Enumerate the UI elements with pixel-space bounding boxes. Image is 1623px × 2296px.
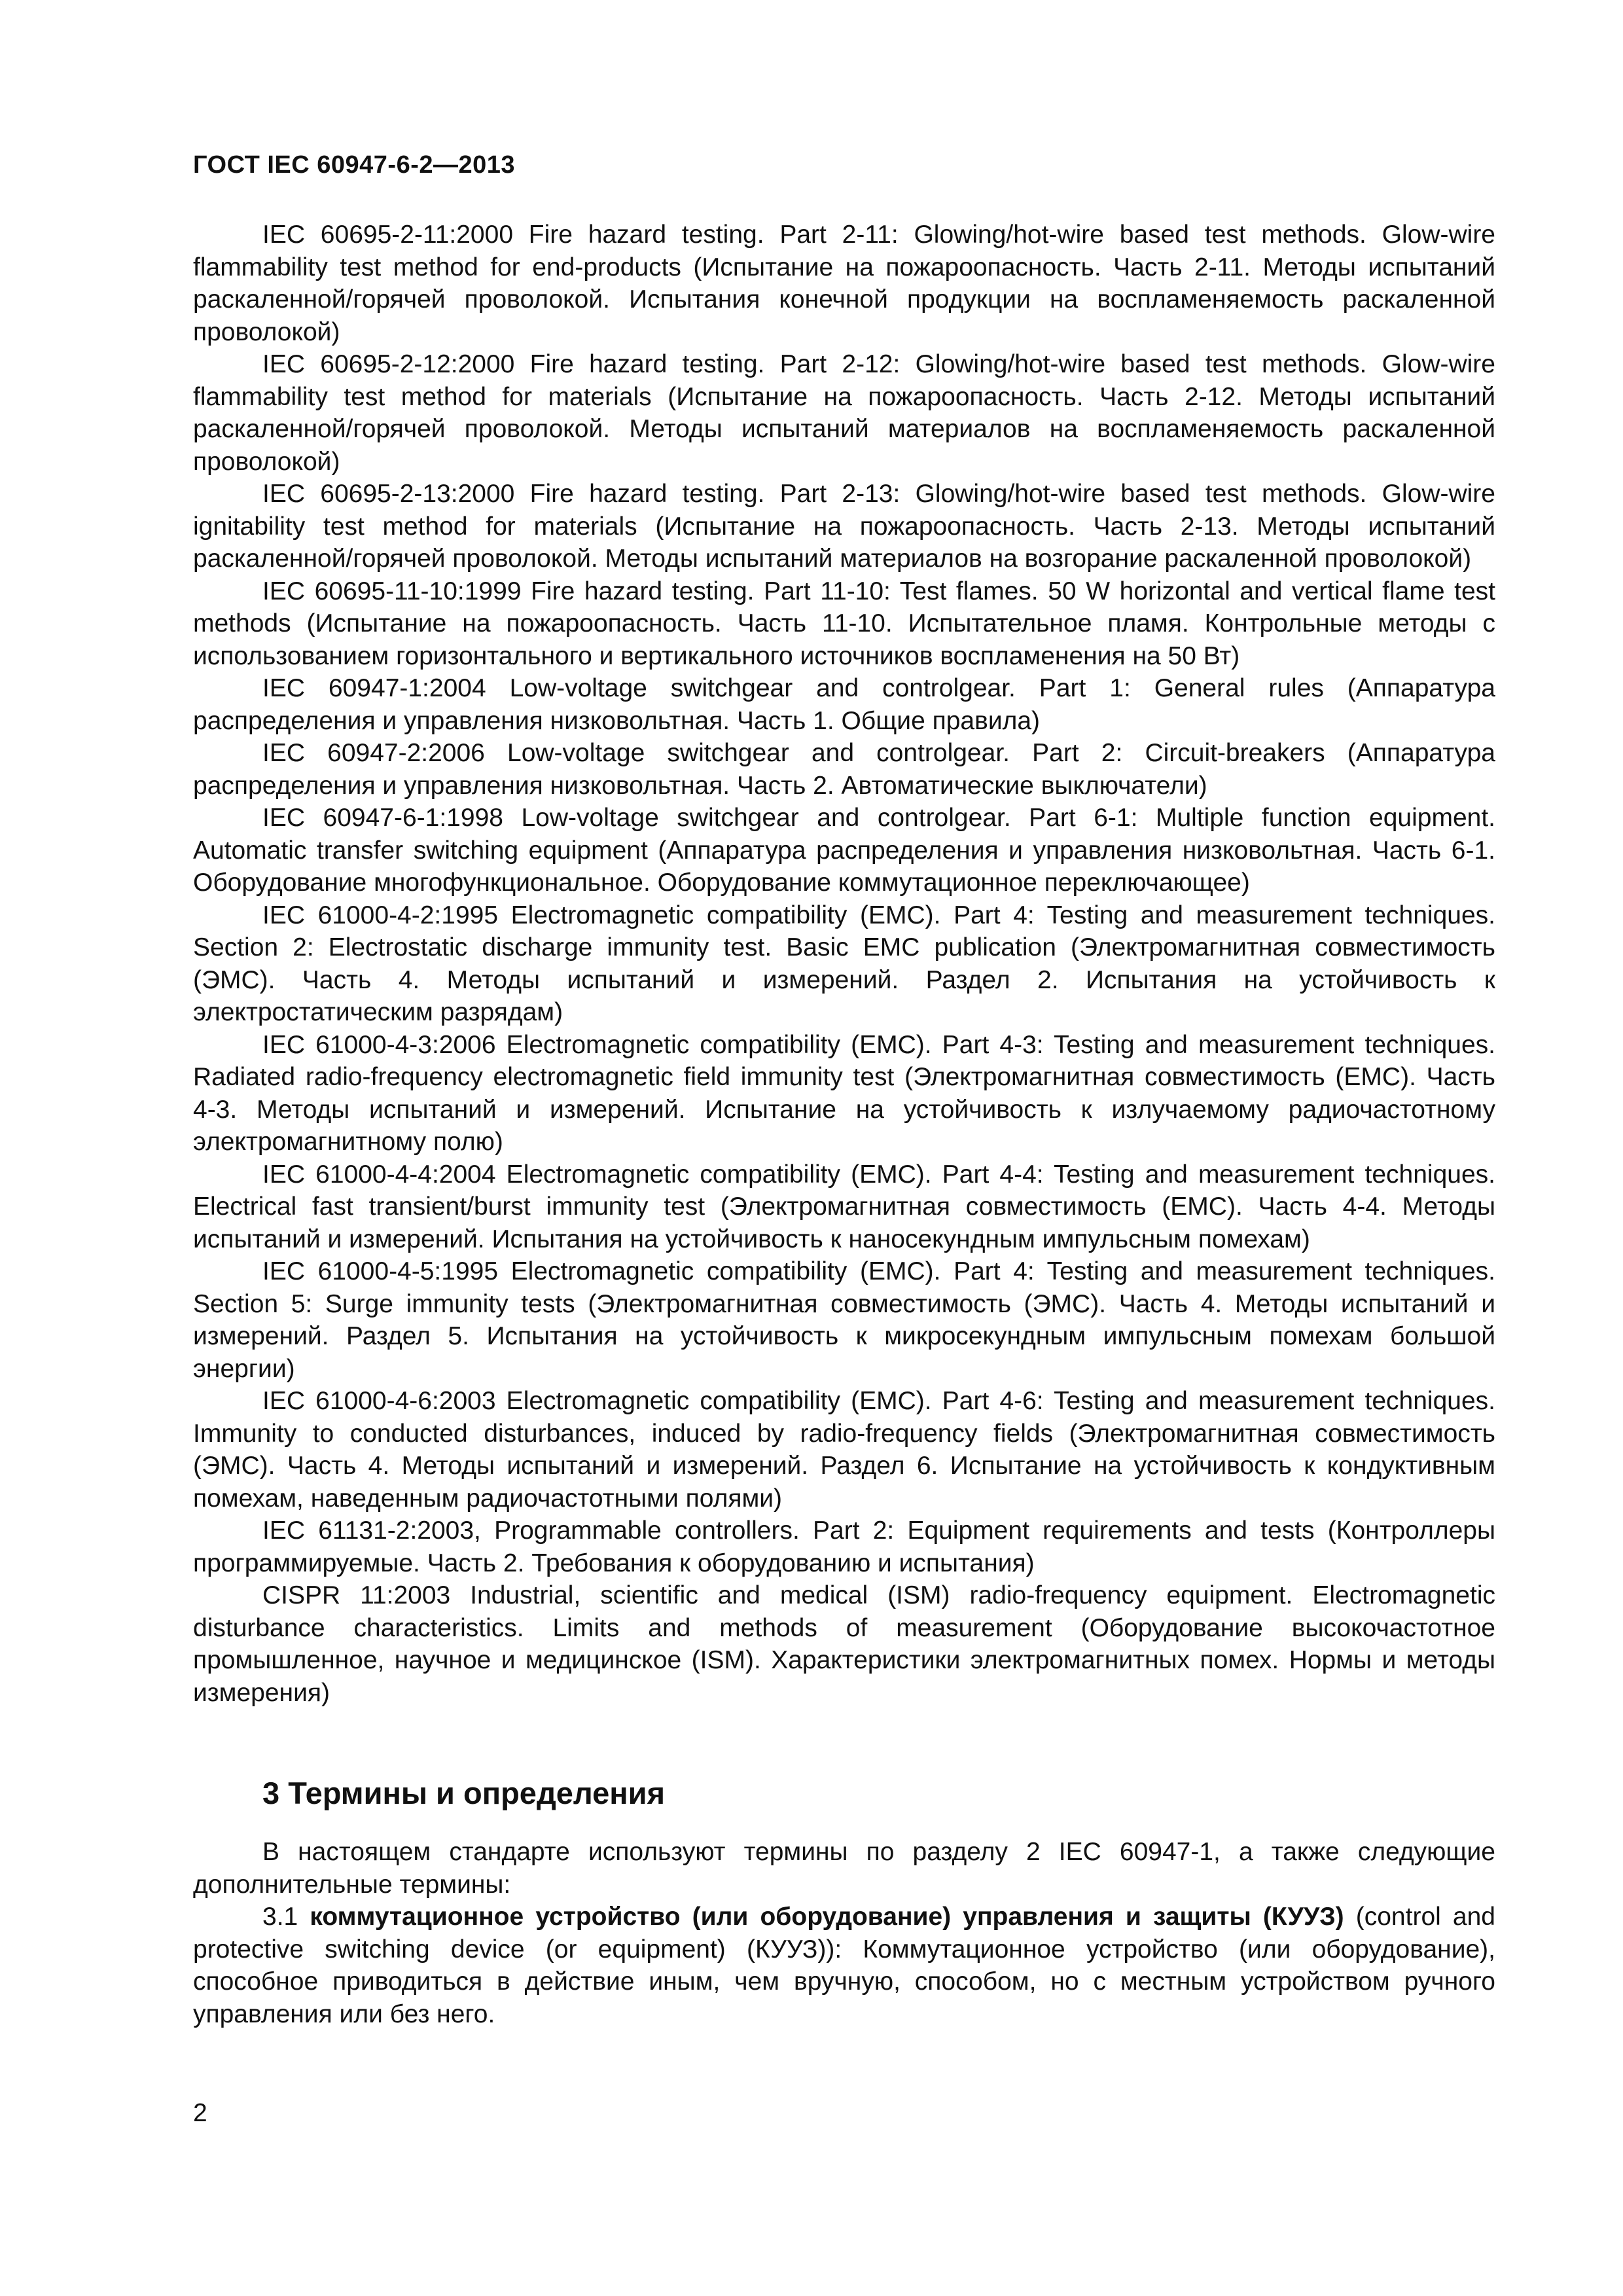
- reference-item: IEC 61000-4-5:1995 Electromagnetic compatibility (EMC). Part 4: Testing and measurement techniques. Section 5: Surge immunity tests (Электромагнитная совместимость (ЭМС). Часть 4. Методы испытаний и измерений. Раздел 5. Испытания на устойчивость к микросекундным импульсным помехам большой энергии): [193, 1257, 1495, 1383]
- term-description: (control and protective switching device (or equipment) (КУУЗ)): Коммутационное устройство (или оборудование), способное приводиться в действие иным, чем вручную, способом, но с местным устройством ручного управления или без него.: [193, 1903, 1495, 2028]
- reference-item: CISPR 11:2003 Industrial, scientific and medical (ISM) radio-frequency equipment. Electromagnetic disturbance characteristics. Limits and methods of measurement (Оборудование высокочастотное промышленное, научное и медицинское (ISM). Характеристики электромагнитных помех. Нормы и методы измерения): [193, 1581, 1495, 1707]
- reference-item: IEC 60947-1:2004 Low-voltage switchgear and controlgear. Part 1: General rules (Аппаратура распределения и управления низковольтная. Часть 1. Общие правила): [193, 674, 1495, 735]
- term-definition: [193, 1901, 1495, 2030]
- section-title: 3 Термины и определения: [262, 1776, 665, 1810]
- page-body: [193, 219, 1495, 2030]
- reference-item: IEC 61000-4-6:2003 Electromagnetic compatibility (EMC). Part 4-6: Testing and measurement techniques. Immunity to conducted disturbances, induced by radio-frequency fields (Электромагнитная совместимость (ЭМС). Часть 4. Методы испытаний и измерений. Раздел 6. Испытание на устойчивость к кондуктивным помехам, наведенным радиочастотными полями): [193, 1387, 1495, 1513]
- reference-item: IEC 60695-11-10:1999 Fire hazard testing. Part 11-10: Test flames. 50 W horizontal and vertical flame test methods (Испытание на пожароопасность. Часть 11-10. Испытательное пламя. Контрольные методы с использованием горизонтального и вертикального источников воспламенения на 50 Вт): [193, 577, 1495, 670]
- reference-item: IEC 60947-6-1:1998 Low-voltage switchgear and controlgear. Part 6-1: Multiple function equipment. Automatic transfer switching equipment (Аппаратура распределения и управления низковольтная. Часть 6-1. Оборудование многофункциональное. Оборудование коммутационное переключающее): [193, 804, 1495, 897]
- reference-item: IEC 61000-4-4:2004 Electromagnetic compatibility (EMC). Part 4-4: Testing and measurement techniques. Electrical fast transient/burst immunity test (Электромагнитная совместимость (EMC). Часть 4-4. Методы испытаний и измерений. Испытания на устойчивость к наносекундным импульсным помехам): [193, 1160, 1495, 1253]
- term-name: коммутационное устройство (или оборудование) управления и защиты (КУУЗ): [310, 1903, 1344, 1931]
- reference-item: IEC 60947-2:2006 Low-voltage switchgear and controlgear. Part 2: Circuit-breakers (Аппаратура распределения и управления низковольтная. Часть 2. Автоматические выключатели): [193, 739, 1495, 800]
- reference-item: IEC 60695-2-11:2000 Fire hazard testing. Part 2-11: Glowing/hot-wire based test methods. Glow-wire flammability test method for end-products (Испытание на пожароопасность. Часть 2-11. Методы испытаний раскаленной/горячей проволокой. Испытания конечной продукции на воспламеняемость раскаленной проволокой): [193, 221, 1495, 346]
- reference-item: IEC 61000-4-2:1995 Electromagnetic compatibility (EMC). Part 4: Testing and measurement techniques. Section 2: Electrostatic discharge immunity test. Basic EMC publication (Электромагнитная совместимость (ЭМС). Часть 4. Методы испытаний и измерений. Раздел 2. Испытания на устойчивость к электростатическим разрядам): [193, 901, 1495, 1026]
- reference-item: IEC 60695-2-12:2000 Fire hazard testing. Part 2-12: Glowing/hot-wire based test methods. Glow-wire flammability test method for materials (Испытание на пожароопасность. Часть 2-12. Методы испытаний раскаленной/горячей проволокой. Методы испытаний материалов на воспламеняемость раскаленной проволокой): [193, 350, 1495, 476]
- normative-references-list: [193, 219, 1495, 1709]
- reference-item: IEC 61131-2:2003, Programmable controllers. Part 2: Equipment requirements and tests (Контроллеры программируемые. Часть 2. Требования к оборудованию и испытания): [193, 1516, 1495, 1577]
- section-intro: В настоящем стандарте используют термины по разделу 2 IEC 60947-1, а также следующие дополнительные термины:: [193, 1838, 1495, 1899]
- page-number: 2: [193, 2099, 207, 2127]
- term-number: 3.1: [262, 1903, 310, 1931]
- reference-item: IEC 61000-4-3:2006 Electromagnetic compatibility (EMC). Part 4-3: Testing and measurement techniques. Radiated radio-frequency electromagnetic field immunity test (Электромагнитная совместимость (EMC). Часть 4-3. Методы испытаний и измерений. Испытание на устойчивость к излучаемому радиочастотному электромагнитному полю): [193, 1030, 1495, 1156]
- document-header: ГОСТ IEC 60947-6-2—2013: [193, 151, 516, 179]
- reference-item: IEC 60695-2-13:2000 Fire hazard testing. Part 2-13: Glowing/hot-wire based test methods. Glow-wire ignitability test method for materials (Испытание на пожароопасность. Часть 2-13. Методы испытаний раскаленной/горячей проволокой. Методы испытаний материалов на возгорание раскаленной проволокой): [193, 480, 1495, 573]
